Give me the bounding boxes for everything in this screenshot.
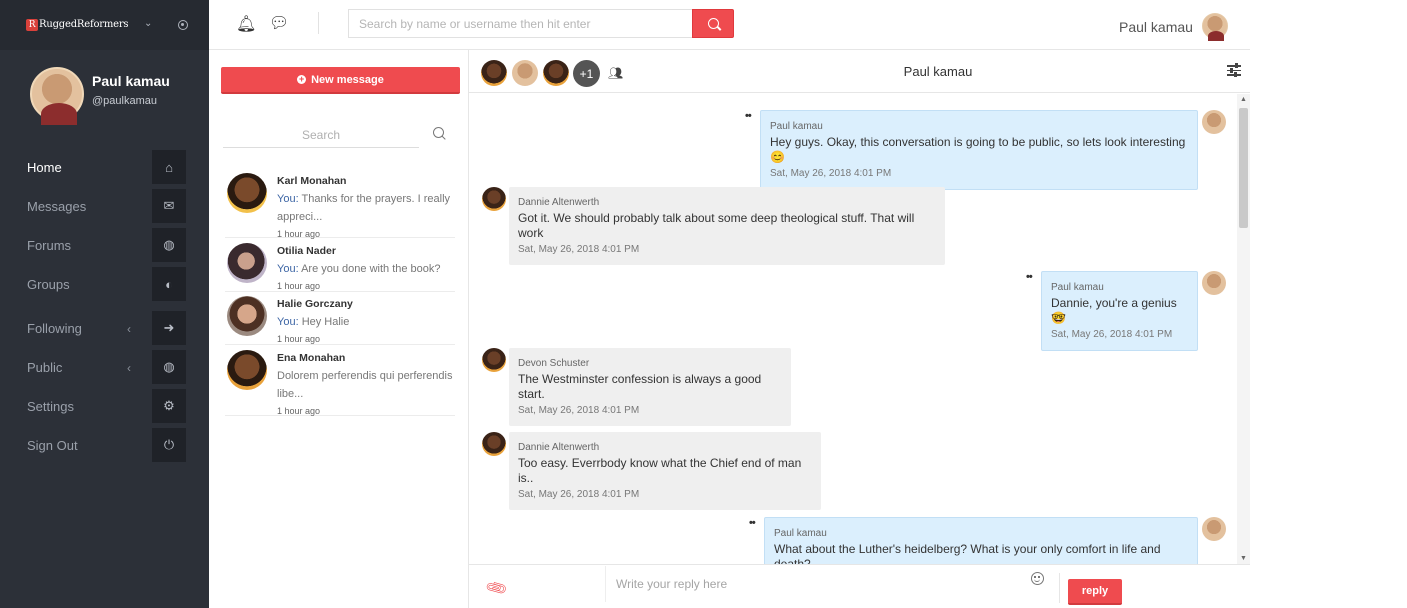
conversation-time: 1 hour ago [277,406,321,416]
scrollbar-thumb[interactable] [1239,108,1248,228]
scroll-down-icon[interactable]: ▼ [1240,555,1247,562]
message-incoming [509,348,791,426]
group-icon[interactable]: 👥︎ [608,66,624,80]
message-text: The Westminster confession is always a good start. [518,372,762,401]
message-sender: Paul kamau [774,528,827,539]
sidebar-item-messages[interactable] [0,187,209,226]
message-text: Hey guys. Okay, this conversation is going to be public, so lets look interesting 😊 [770,135,1186,164]
sidebar-item-label: Public [27,360,63,375]
avatar[interactable] [482,187,506,211]
sidebar-item-label: Messages [27,199,87,214]
message-sender: Devon Schuster [518,358,590,369]
chat-panel [469,50,1250,608]
search-icon [708,18,719,29]
avatar[interactable] [1202,13,1228,39]
conversation-item[interactable] [225,168,455,238]
conversation-preview: Are you done with the book? [301,263,441,275]
conversation-time: 1 hour ago [277,281,321,291]
gear-icon[interactable]: ⚙ [152,389,186,423]
message-sender: Paul kamau [1051,282,1104,293]
sidebar-item-settings[interactable] [0,387,209,426]
sidebar-item-sign-out[interactable] [0,426,209,465]
home-icon[interactable]: ⌂ [152,150,186,184]
avatar [227,243,267,283]
sidebar-item-home[interactable] [0,148,209,187]
arrow-circle-icon[interactable]: ➜ [152,311,186,345]
message-thread [469,94,1237,564]
message-sender: Paul kamau [770,121,823,132]
scroll-up-icon[interactable]: ▲ [1240,96,1247,103]
you-prefix: You: [277,316,299,328]
conversation-item[interactable] [225,345,455,416]
conversation-item[interactable] [225,291,455,345]
users-icon[interactable]: ◐ [152,267,186,301]
chat-bubbles-icon[interactable]: 💬︎ [269,15,290,32]
message-options-icon[interactable]: •• [749,517,755,529]
sidebar [0,0,209,608]
conversation-preview: Hey Halie [301,316,350,328]
message-outgoing [1041,271,1198,351]
search-input[interactable] [348,9,692,38]
profile-handle: @paulkamau [92,95,157,107]
avatar[interactable] [482,432,506,456]
conversation-item[interactable] [225,238,455,292]
message-options-icon[interactable]: •• [1026,271,1032,283]
new-message-button[interactable]: + New message [221,67,460,94]
message-options-icon[interactable]: •• [745,110,751,122]
you-prefix: You: [277,263,299,275]
reply-input[interactable] [605,566,1058,602]
avatar[interactable] [1202,271,1226,295]
avatar[interactable] [1202,110,1226,134]
sidebar-item-label: Settings [27,399,74,414]
sidebar-item-forums[interactable] [0,226,209,265]
sliders-icon[interactable] [1227,65,1241,77]
globe-icon[interactable]: ◍ [152,228,186,262]
user-name[interactable]: Paul kamau [1119,19,1193,35]
sidebar-item-label: Following [27,321,82,336]
conversation-name: Otilia Nader [277,245,336,257]
sidebar-item-label: Home [27,160,62,175]
message-time: Sat, May 26, 2018 4:01 PM [518,405,640,416]
avatar [227,296,267,336]
sidebar-item-label: Forums [27,238,72,253]
sidebar-nav [0,148,209,465]
conversation-name: Halie Gorczany [277,298,353,310]
globe-icon[interactable]: ◍ [152,350,186,384]
chat-title: Paul kamau [903,64,973,79]
chevron-down-icon[interactable]: ⌄ [144,18,153,29]
profile [30,67,170,121]
conversation-list [209,50,469,608]
more-participants-badge[interactable]: +1 [573,60,600,87]
conversation-name: Karl Monahan [277,175,347,187]
bell-icon[interactable]: 🔔︎ [236,16,257,33]
message-time: Sat, May 26, 2018 4:01 PM [518,489,640,500]
message-sender: Dannie Altenwerth [518,442,600,453]
search-button[interactable] [692,9,734,38]
avatar[interactable] [1202,517,1226,541]
sidebar-item-following[interactable] [0,309,209,348]
message-text: Got it. We should probably talk about some deep theological stuff. That will work [518,211,915,240]
message-sender: Dannie Altenwerth [518,197,600,208]
message-text: What about the Luther's heidelberg? What is your only comfort in life and [774,542,1161,556]
message-text: Too easy. Everrbody know what the Chief end of man is.. [518,456,802,485]
chat-header [469,50,1250,93]
avatar [227,173,267,213]
divider [318,12,319,34]
search-icon[interactable] [433,127,444,138]
profile-name: Paul kamau [92,73,170,89]
conversation-name: Ena Monahan [277,352,346,364]
message-time: Sat, May 26, 2018 4:01 PM [1051,329,1173,340]
you-prefix: You: [277,193,299,205]
sidebar-item-label: Groups [27,277,70,292]
avatar [227,350,267,390]
message-incoming [509,187,945,265]
conversation-preview: Thanks for the prayers. I really appreci... [277,193,451,223]
scrollbar[interactable] [1237,94,1250,564]
message-outgoing [760,110,1198,190]
conversation-time: 1 hour ago [277,229,321,239]
sidebar-item-groups[interactable] [0,265,209,304]
plus-icon: + [298,74,305,84]
chevron-left-icon[interactable]: ‹ [127,360,131,375]
conversation-search-input[interactable] [223,122,419,148]
divider [1059,573,1060,603]
chat-icon[interactable]: ✉ [152,189,186,223]
message-text: Dannie, you're a genius 🤓 [1051,296,1177,325]
top-bar [209,0,1250,50]
brand-bar [0,0,209,50]
reply-button[interactable]: reply [1068,579,1122,605]
sidebar-item-public[interactable] [0,348,209,387]
reply-composer [469,564,1250,608]
brand-logo[interactable]: R RuggedReformers [26,19,128,31]
chevron-left-icon[interactable]: ‹ [127,321,131,336]
paperclip-icon[interactable]: 📎︎ [484,576,510,601]
message-time: Sat, May 26, 2018 4:01 PM [770,168,892,179]
avatar[interactable] [30,67,84,121]
sidebar-item-label: Sign Out [27,438,78,453]
conversation-preview: Dolorem perferendis qui perferendis libe... [277,370,453,400]
message-time: Sat, May 26, 2018 4:01 PM [518,244,640,255]
settings-icon[interactable] [178,20,188,30]
conversation-time: 1 hour ago [277,334,321,344]
avatar[interactable] [482,348,506,372]
message-incoming [509,432,821,510]
emoji-icon[interactable] [1031,572,1044,585]
power-icon[interactable]: ⏻ [152,428,186,462]
